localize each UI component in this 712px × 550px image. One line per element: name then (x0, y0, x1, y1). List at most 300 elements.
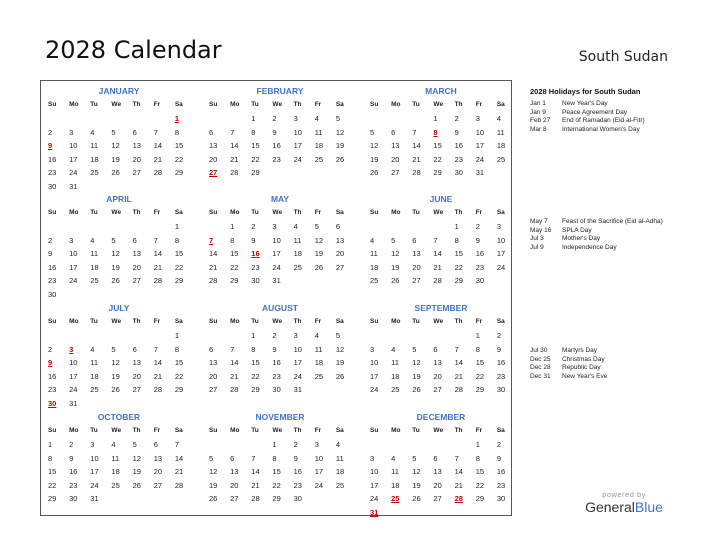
weekday-header: Fr (314, 209, 322, 216)
day-cell: 25 (314, 154, 324, 164)
weekday-header: Fr (153, 427, 161, 434)
day-cell: 27 (391, 168, 400, 177)
weekday-header: Sa (335, 101, 344, 108)
weekday-header: Mo (230, 318, 240, 325)
day-cell: 26 (412, 385, 421, 394)
day-cell: 31 (69, 181, 78, 191)
day-cell: 10 (293, 127, 302, 137)
day-cell: 9 (272, 127, 277, 137)
holiday-date: May 7 (530, 218, 548, 225)
empty-day (430, 220, 451, 234)
weekday-header: We (111, 318, 122, 325)
holiday-row (530, 356, 665, 365)
weekday-header: Fr (314, 318, 322, 325)
weekday-header: Mo (391, 101, 401, 108)
day-cell: 12 (412, 358, 421, 367)
day-cell: 26 (370, 168, 379, 177)
holiday-row (530, 109, 665, 118)
day-cell: 10 (272, 235, 281, 245)
month-name: FEBRUARY (256, 86, 304, 96)
day-cell: 8 (475, 344, 480, 354)
day-cell: 10 (293, 344, 302, 354)
empty-day (151, 112, 172, 126)
day-cell: 7 (230, 344, 235, 354)
day-cell: 16 (496, 358, 506, 367)
day-cell: 14 (153, 141, 163, 150)
day-cell: 29 (251, 385, 260, 394)
day-cell: 11 (370, 249, 378, 258)
day-cell: 25 (90, 385, 99, 394)
day-cell: 10 (496, 235, 506, 245)
day-cell: 4 (90, 344, 95, 354)
day-cell: 20 (153, 467, 163, 476)
day-cell: 15 (433, 141, 442, 150)
day-cell: 30 (251, 276, 260, 285)
month-september (367, 301, 515, 397)
day-cell: 19 (412, 480, 421, 490)
holiday-row (530, 218, 665, 227)
generalblue-logo (584, 490, 664, 515)
day-cell: 22 (48, 480, 57, 490)
month-name: JANUARY (98, 86, 140, 96)
weekday-header: Su (370, 318, 379, 325)
day-cell: 10 (475, 127, 485, 137)
day-cell: 19 (111, 154, 120, 164)
empty-day (206, 329, 227, 343)
day-cell: 3 (475, 114, 480, 123)
day-cell: 16 (48, 262, 57, 272)
day-cell: 6 (132, 344, 137, 354)
day-cell: 2 (48, 235, 53, 245)
day-cell: 22 (272, 480, 281, 490)
month-name: JULY (108, 303, 130, 313)
weekday-header: Fr (475, 318, 483, 325)
day-cell: 12 (335, 344, 345, 354)
day-cell: 9 (293, 453, 298, 463)
month-name: SEPTEMBER (414, 303, 468, 313)
month-days-grid (206, 424, 354, 506)
day-cell: 7 (174, 440, 180, 449)
month-days-grid (367, 424, 515, 519)
weekday-header: Th (132, 209, 141, 216)
day-cell: 3 (69, 127, 74, 137)
day-cell: 20 (132, 262, 141, 272)
day-cell: 15 (48, 467, 57, 476)
day-cell: 29 (174, 385, 184, 394)
day-cell: 9 (48, 249, 53, 258)
day-cell: 22 (475, 480, 485, 490)
day-cell: 23 (496, 480, 506, 490)
weekday-header: Tu (251, 318, 259, 325)
day-cell: 23 (48, 276, 57, 285)
month-july (45, 301, 193, 410)
day-cell: 5 (335, 114, 341, 123)
day-cell: 18 (90, 371, 99, 381)
day-cell: 18 (335, 467, 345, 476)
day-cell: 28 (209, 276, 218, 285)
day-cell: 26 (412, 494, 421, 503)
weekday-header: Th (293, 209, 302, 216)
weekday-header: Su (209, 101, 218, 108)
weekday-header: Sa (496, 209, 505, 216)
weekday-header: Tu (251, 101, 259, 108)
weekday-header: Th (293, 318, 302, 325)
day-cell: 4 (370, 235, 375, 245)
day-cell: 14 (209, 249, 218, 258)
day-cell: 24 (370, 385, 379, 394)
day-cell: 29 (230, 276, 239, 285)
weekday-header: Th (454, 209, 463, 216)
holiday-name: Independence Day (562, 243, 617, 251)
weekday-header: Fr (475, 209, 483, 216)
empty-day (206, 220, 227, 234)
day-cell: 11 (314, 127, 323, 137)
day-cell: 29 (454, 276, 463, 285)
holiday-row (530, 373, 665, 382)
month-august (206, 301, 354, 397)
weekday-header: We (433, 318, 444, 325)
day-cell: 17 (90, 467, 99, 476)
holiday-day: 31 (370, 507, 379, 517)
weekday-header: Su (370, 209, 379, 216)
day-cell: 1 (475, 440, 480, 449)
page-title: 2028 Calendar (45, 36, 222, 64)
weekday-header: Su (48, 318, 57, 325)
day-cell: 17 (496, 249, 506, 258)
day-cell: 5 (335, 331, 341, 340)
empty-day (130, 112, 151, 126)
weekday-header: Su (209, 209, 218, 216)
holiday-date: Mar 8 (530, 125, 547, 133)
day-cell: 12 (335, 127, 345, 137)
weekday-header: Th (454, 101, 463, 108)
empty-day (66, 112, 87, 126)
day-cell: 25 (314, 371, 324, 381)
day-cell: 4 (90, 127, 95, 137)
day-cell: 7 (433, 235, 438, 245)
holiday-row (530, 235, 665, 244)
day-cell: 21 (153, 262, 163, 272)
day-cell: 23 (272, 371, 281, 381)
day-cell: 29 (251, 168, 260, 177)
holiday-day: 28 (454, 494, 463, 503)
holiday-date: Jul 9 (530, 243, 544, 251)
day-cell: 2 (475, 222, 480, 231)
holiday-day: 16 (251, 249, 260, 258)
day-cell: 28 (230, 385, 239, 394)
day-cell: 2 (48, 127, 53, 137)
day-cell: 6 (209, 344, 214, 354)
day-cell: 19 (412, 371, 421, 381)
day-cell: 22 (475, 371, 485, 381)
day-cell: 2 (454, 114, 459, 123)
day-cell: 11 (293, 235, 302, 245)
powered-by-text: powered by (602, 490, 646, 499)
day-cell: 6 (209, 127, 214, 137)
weekday-header: Sa (496, 427, 505, 434)
day-cell: 29 (272, 494, 281, 503)
day-cell: 7 (454, 453, 459, 463)
weekday-header: Sa (335, 427, 344, 434)
weekday-header: Sa (335, 318, 344, 325)
day-cell: 27 (230, 494, 239, 503)
day-cell: 23 (272, 154, 281, 164)
day-cell: 15 (454, 249, 463, 258)
empty-day (367, 220, 388, 234)
holiday-row (530, 117, 665, 126)
day-cell: 23 (454, 154, 463, 164)
day-cell: 19 (335, 141, 345, 150)
day-cell: 31 (90, 494, 99, 503)
empty-day (430, 329, 451, 343)
empty-day (130, 329, 151, 343)
day-cell: 14 (454, 467, 463, 476)
weekday-header: Th (454, 427, 463, 434)
day-cell: 14 (412, 141, 421, 150)
holiday-day: 7 (209, 235, 214, 245)
day-cell: 25 (90, 168, 99, 177)
day-cell: 20 (412, 262, 421, 272)
day-cell: 23 (48, 385, 57, 394)
weekday-header: Mo (69, 427, 79, 434)
day-cell: 2 (293, 440, 298, 449)
day-cell: 28 (153, 276, 163, 285)
day-cell: 5 (412, 344, 417, 354)
empty-day (227, 329, 248, 343)
day-cell: 7 (230, 127, 235, 137)
holiday-day: 30 (48, 398, 57, 408)
day-cell: 22 (251, 371, 260, 381)
weekday-header: Tu (412, 209, 420, 216)
holiday-date: Jan 1 (530, 100, 546, 107)
weekday-header: We (433, 101, 444, 108)
empty-day (87, 329, 108, 343)
day-cell: 12 (370, 141, 379, 150)
day-cell: 11 (111, 453, 120, 463)
day-cell: 20 (391, 154, 400, 164)
day-cell: 4 (391, 453, 396, 463)
day-cell: 18 (370, 262, 379, 272)
empty-day (45, 112, 66, 126)
month-days-grid (206, 98, 354, 180)
holiday-group (530, 347, 665, 381)
day-cell: 4 (111, 440, 116, 449)
empty-day (367, 112, 388, 126)
day-cell: 8 (251, 127, 256, 137)
day-cell: 5 (111, 127, 116, 137)
month-april (45, 192, 193, 301)
day-cell: 12 (314, 235, 324, 245)
day-cell: 3 (90, 440, 95, 449)
day-cell: 10 (370, 358, 379, 367)
month-january (45, 84, 193, 193)
empty-day (409, 329, 430, 343)
day-cell: 2 (251, 222, 256, 231)
day-cell: 1 (174, 222, 180, 231)
holiday-date: Jul 3 (530, 235, 544, 243)
day-cell: 30 (475, 276, 485, 285)
day-cell: 31 (69, 398, 78, 408)
day-cell: 9 (496, 344, 502, 354)
weekday-header: Tu (90, 209, 98, 216)
day-cell: 29 (475, 494, 485, 503)
day-cell: 2 (69, 440, 74, 449)
weekday-header: Fr (153, 318, 161, 325)
day-cell: 14 (174, 453, 184, 463)
day-cell: 22 (230, 262, 239, 272)
holiday-name: Republic Day (562, 364, 601, 372)
day-cell: 19 (370, 154, 379, 164)
day-cell: 2 (272, 331, 277, 340)
holiday-name: New Year's Day (562, 100, 608, 107)
day-cell: 18 (391, 480, 400, 490)
day-cell: 27 (132, 385, 141, 394)
day-cell: 14 (153, 358, 163, 367)
day-cell: 26 (111, 276, 120, 285)
day-cell: 23 (69, 480, 78, 490)
day-cell: 22 (174, 262, 184, 272)
holiday-day: 25 (391, 494, 400, 503)
month-days-grid (206, 206, 354, 288)
day-cell: 3 (293, 114, 298, 123)
day-cell: 19 (209, 480, 218, 490)
empty-day (45, 329, 66, 343)
day-cell: 18 (314, 358, 324, 367)
day-cell: 8 (174, 235, 180, 245)
day-cell: 12 (132, 453, 141, 463)
day-cell: 24 (314, 480, 324, 490)
weekday-header: Sa (335, 209, 344, 216)
day-cell: 12 (412, 467, 421, 476)
day-cell: 21 (209, 262, 218, 272)
day-cell: 20 (335, 249, 345, 258)
empty-day (108, 329, 129, 343)
day-cell: 7 (153, 235, 158, 245)
day-cell: 21 (153, 371, 163, 381)
day-cell: 15 (272, 467, 281, 476)
weekday-header: Tu (90, 318, 98, 325)
holiday-day: 1 (174, 114, 180, 123)
day-cell: 17 (293, 358, 302, 367)
weekday-header: Tu (412, 101, 420, 108)
holiday-date: Dec 25 (530, 355, 551, 363)
month-days-grid (45, 98, 193, 193)
empty-day (248, 438, 269, 452)
day-cell: 9 (496, 453, 502, 463)
day-cell: 11 (90, 249, 99, 258)
weekday-header: Th (293, 101, 302, 108)
day-cell: 16 (272, 141, 281, 150)
weekday-header: Sa (496, 101, 505, 108)
day-cell: 19 (111, 262, 120, 272)
brand-general: General (585, 499, 635, 515)
day-cell: 9 (475, 235, 480, 245)
day-cell: 27 (433, 494, 442, 503)
weekday-header: Su (209, 318, 218, 325)
day-cell: 26 (132, 480, 141, 490)
holiday-name: New Year's Eve (562, 372, 608, 380)
day-cell: 2 (496, 331, 502, 340)
weekday-header: Th (132, 427, 141, 434)
month-days-grid (45, 206, 193, 301)
day-cell: 18 (391, 371, 400, 381)
day-cell: 4 (314, 114, 319, 123)
empty-day (388, 438, 409, 452)
empty-day (430, 438, 451, 452)
day-cell: 17 (314, 467, 324, 476)
day-cell: 13 (433, 358, 442, 367)
empty-day (108, 220, 129, 234)
day-cell: 22 (174, 371, 184, 381)
day-cell: 9 (251, 235, 256, 245)
day-cell: 15 (251, 141, 260, 150)
day-cell: 27 (132, 168, 141, 177)
empty-day (227, 438, 248, 452)
weekday-header: Sa (174, 209, 183, 216)
day-cell: 7 (454, 344, 459, 354)
weekday-header: Tu (251, 209, 259, 216)
day-cell: 19 (132, 467, 141, 476)
day-cell: 1 (251, 114, 256, 123)
day-cell: 18 (314, 141, 324, 150)
holiday-name: Mother's Day (562, 235, 601, 243)
empty-day (130, 220, 151, 234)
holiday-name: SPLA Day (562, 226, 592, 234)
day-cell: 4 (314, 331, 319, 340)
weekday-header: Mo (391, 209, 401, 216)
day-cell: 26 (111, 168, 120, 177)
day-cell: 13 (132, 249, 141, 258)
day-cell: 8 (454, 235, 459, 245)
weekday-header: Su (48, 427, 57, 434)
day-cell: 17 (475, 141, 485, 150)
day-cell: 24 (496, 262, 506, 272)
day-cell: 6 (391, 127, 396, 137)
weekday-header: Su (48, 101, 57, 108)
holiday-day: 9 (48, 358, 53, 367)
day-cell: 3 (370, 344, 375, 354)
day-cell: 30 (48, 181, 57, 191)
day-cell: 17 (293, 141, 302, 150)
day-cell: 15 (475, 467, 485, 476)
weekday-header: We (111, 209, 122, 216)
day-cell: 3 (293, 331, 298, 340)
day-cell: 6 (433, 344, 438, 354)
month-days-grid (367, 206, 515, 288)
day-cell: 13 (412, 249, 421, 258)
day-cell: 21 (433, 262, 442, 272)
day-cell: 21 (174, 467, 184, 476)
holiday-day: 27 (209, 168, 218, 177)
day-cell: 6 (412, 235, 417, 245)
month-december (367, 410, 515, 519)
day-cell: 28 (153, 168, 163, 177)
month-days-grid (367, 98, 515, 180)
day-cell: 20 (433, 480, 442, 490)
day-cell: 30 (454, 168, 463, 177)
day-cell: 3 (370, 453, 375, 463)
day-cell: 31 (293, 385, 302, 394)
weekday-header: Th (132, 318, 141, 325)
weekday-header: Fr (153, 101, 161, 108)
day-cell: 13 (209, 358, 218, 367)
day-cell: 24 (272, 262, 281, 272)
holiday-row (530, 364, 665, 373)
day-cell: 6 (335, 222, 341, 231)
day-cell: 26 (314, 262, 324, 272)
weekday-header: Th (132, 101, 141, 108)
weekday-header: Tu (412, 427, 420, 434)
